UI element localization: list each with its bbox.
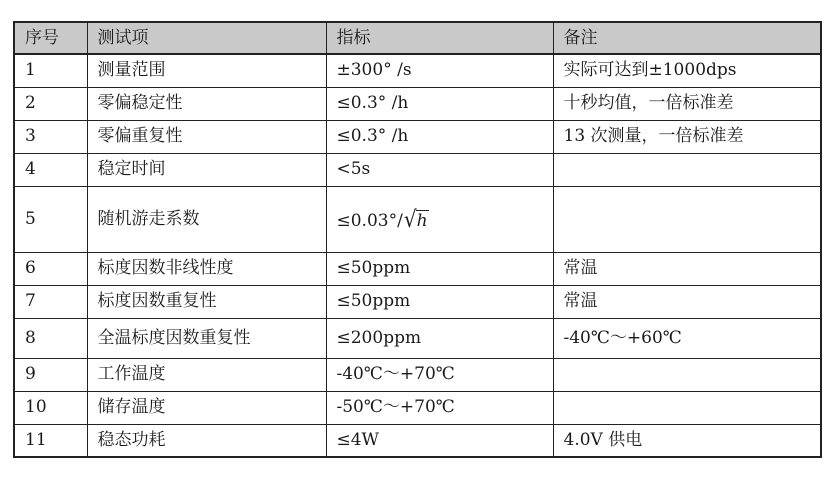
row-note: 实际可达到±1000dps: [553, 54, 821, 87]
row-spec: ≤50ppm: [326, 285, 553, 318]
row-no: 10: [14, 391, 87, 424]
row-item: 标度因数重复性: [87, 285, 326, 318]
row-note: [553, 186, 821, 252]
row-spec: [326, 186, 553, 252]
row-item: 储存温度: [87, 391, 326, 424]
header-note: 备注: [553, 22, 821, 54]
row-note: [553, 391, 821, 424]
row-item: 全温标度因数重复性: [87, 318, 326, 358]
row-spec: ±300° /s: [326, 54, 553, 87]
row-item: 稳定时间: [87, 153, 326, 186]
row-spec: ≤0.3° /h: [326, 87, 553, 120]
row-no: 4: [14, 153, 87, 186]
row-spec: ≤0.3° /h: [326, 120, 553, 153]
row-no: 8: [14, 318, 87, 358]
row-item: 标度因数非线性度: [87, 252, 326, 285]
row-item: 稳态功耗: [87, 424, 326, 457]
row-note: 常温: [553, 285, 821, 318]
table-row: [14, 252, 821, 285]
row-note: 13 次测量，一倍标准差: [553, 120, 821, 153]
table-row: [14, 186, 821, 252]
header-no: 序号: [14, 22, 87, 54]
row-item: 零偏稳定性: [87, 87, 326, 120]
table-row: [14, 424, 821, 457]
table-header: [14, 22, 821, 54]
row-spec: ≤200ppm: [326, 318, 553, 358]
row-item: 工作温度: [87, 358, 326, 391]
row-no: 6: [14, 252, 87, 285]
table-row: [14, 87, 821, 120]
row-note: -40℃～+60℃: [553, 318, 821, 358]
spec-prefix: ≤0.03°/: [336, 210, 403, 231]
table-row: [14, 391, 821, 424]
radical-sign: √: [403, 204, 417, 233]
row-no: 11: [14, 424, 87, 457]
row-note: 十秒均值，一倍标准差: [553, 87, 821, 120]
table-row: [14, 358, 821, 391]
table-row: [14, 318, 821, 358]
row-spec: ≤4W: [326, 424, 553, 457]
row-no: 9: [14, 358, 87, 391]
sqrt-radicand: h: [416, 210, 428, 231]
row-no: 7: [14, 285, 87, 318]
row-item: 零偏重复性: [87, 120, 326, 153]
row-spec: -50℃～+70℃: [326, 391, 553, 424]
table-row: [14, 153, 821, 186]
sqrt-symbol: [403, 204, 429, 233]
row-note: [553, 153, 821, 186]
table-body: [14, 54, 821, 457]
row-note: [553, 358, 821, 391]
row-no: 1: [14, 54, 87, 87]
row-spec: <5s: [326, 153, 553, 186]
table-row: [14, 120, 821, 153]
table-row: [14, 54, 821, 87]
row-spec: ≤50ppm: [326, 252, 553, 285]
header-spec: 指标: [326, 22, 553, 54]
row-spec: -40℃～+70℃: [326, 358, 553, 391]
row-item: 测量范围: [87, 54, 326, 87]
row-note: 常温: [553, 252, 821, 285]
spec-table: [13, 21, 822, 458]
row-note: 4.0V 供电: [553, 424, 821, 457]
row-item: 随机游走系数: [87, 186, 326, 252]
row-no: 2: [14, 87, 87, 120]
table-row: [14, 285, 821, 318]
header-item: 测试项: [87, 22, 326, 54]
header-row: [14, 22, 821, 54]
row-no: 3: [14, 120, 87, 153]
row-no: 5: [14, 186, 87, 252]
